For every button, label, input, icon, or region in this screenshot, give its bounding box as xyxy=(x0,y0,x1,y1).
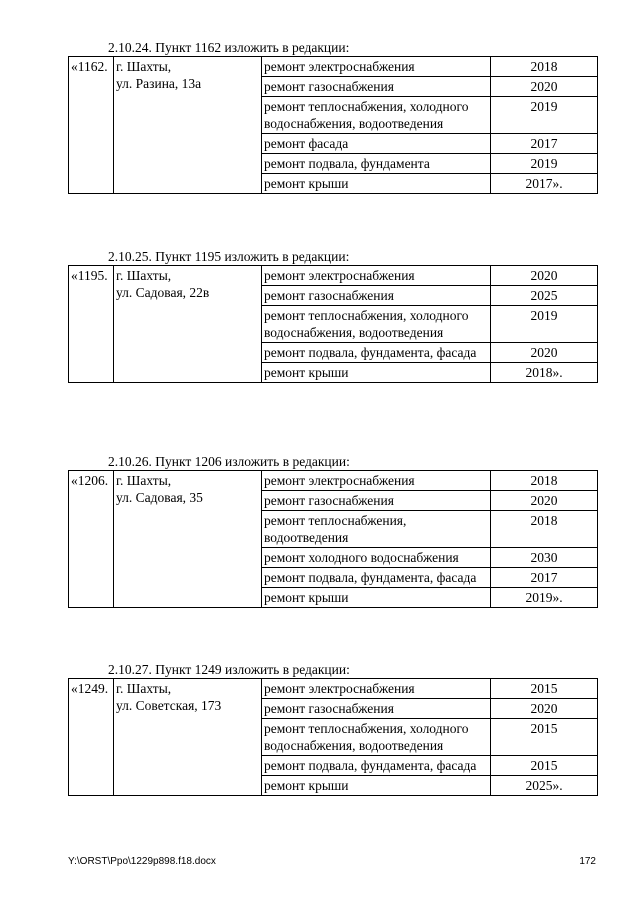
work-year: 2025 xyxy=(491,286,598,306)
section-heading: 2.10.25. Пункт 1195 изложить в редакции: xyxy=(108,249,350,264)
work-type: ремонт подвала, фундамента, фасада xyxy=(262,756,491,776)
address-street: ул. Садовая, 22в xyxy=(116,285,210,300)
address-street: ул. Разина, 13а xyxy=(116,76,202,91)
work-type: ремонт теплоснабжения, водоотведения xyxy=(262,511,491,548)
work-year: 2018 xyxy=(491,471,598,491)
works-table xyxy=(68,470,598,608)
work-type: ремонт электроснабжения xyxy=(262,57,491,77)
work-year: 2019 xyxy=(491,97,598,134)
work-type: ремонт крыши xyxy=(262,588,491,608)
footer-file-path: Y:\ORST\Ppo\1229p898.f18.docx xyxy=(68,856,216,867)
work-type: ремонт фасада xyxy=(262,134,491,154)
work-year: 2020 xyxy=(491,699,598,719)
work-year: 2019 xyxy=(491,306,598,343)
work-type: ремонт теплоснабжения, холодного водоснабжения, водоотведения xyxy=(262,306,491,343)
address-city: г. Шахты, xyxy=(116,473,172,488)
table-row xyxy=(69,57,598,77)
work-type: ремонт теплоснабжения, холодного водоснабжения, водоотведения xyxy=(262,97,491,134)
work-type: ремонт крыши xyxy=(262,174,491,194)
work-type: ремонт газоснабжения xyxy=(262,77,491,97)
work-type: ремонт холодного водоснабжения xyxy=(262,548,491,568)
work-type: ремонт газоснабжения xyxy=(262,286,491,306)
address-cell xyxy=(114,471,262,608)
section-1206 xyxy=(68,454,598,608)
table-row xyxy=(69,471,598,491)
address-street: ул. Советская, 173 xyxy=(116,698,222,713)
address-city: г. Шахты, xyxy=(116,268,172,283)
work-type: ремонт крыши xyxy=(262,776,491,796)
address-city: г. Шахты, xyxy=(116,681,172,696)
work-type: ремонт подвала, фундамента xyxy=(262,154,491,174)
work-year: 2020 xyxy=(491,77,598,97)
works-table xyxy=(68,56,598,194)
item-number: «1206. xyxy=(69,471,114,608)
address-city: г. Шахты, xyxy=(116,59,172,74)
work-year: 2017». xyxy=(491,174,598,194)
section-heading: 2.10.26. Пункт 1206 изложить в редакции: xyxy=(108,454,350,469)
address-cell xyxy=(114,57,262,194)
item-number: «1249. xyxy=(69,679,114,796)
table-row xyxy=(69,679,598,699)
address-street: ул. Садовая, 35 xyxy=(116,490,203,505)
work-year: 2019». xyxy=(491,588,598,608)
work-year: 2015 xyxy=(491,756,598,776)
work-year: 2015 xyxy=(491,679,598,699)
work-type: ремонт электроснабжения xyxy=(262,266,491,286)
work-type: ремонт газоснабжения xyxy=(262,699,491,719)
footer-page-number: 172 xyxy=(579,856,596,867)
work-type: ремонт газоснабжения xyxy=(262,491,491,511)
work-type: ремонт теплоснабжения, холодного водоснабжения, водоотведения xyxy=(262,719,491,756)
work-type: ремонт подвала, фундамента, фасада xyxy=(262,343,491,363)
work-year: 2020 xyxy=(491,491,598,511)
section-heading: 2.10.27. Пункт 1249 изложить в редакции: xyxy=(108,662,350,677)
work-year: 2025». xyxy=(491,776,598,796)
section-1195 xyxy=(68,249,598,383)
work-year: 2030 xyxy=(491,548,598,568)
work-year: 2015 xyxy=(491,719,598,756)
work-type: ремонт электроснабжения xyxy=(262,679,491,699)
item-number: «1162. xyxy=(69,57,114,194)
work-type: ремонт подвала, фундамента, фасада xyxy=(262,568,491,588)
work-year: 2017 xyxy=(491,134,598,154)
work-year: 2018 xyxy=(491,57,598,77)
section-1162 xyxy=(68,40,598,194)
works-table xyxy=(68,678,598,796)
section-1249 xyxy=(68,662,598,796)
item-number: «1195. xyxy=(69,266,114,383)
work-year: 2017 xyxy=(491,568,598,588)
table-row xyxy=(69,266,598,286)
work-year: 2020 xyxy=(491,266,598,286)
work-type: ремонт крыши xyxy=(262,363,491,383)
address-cell xyxy=(114,679,262,796)
work-year: 2018 xyxy=(491,511,598,548)
work-type: ремонт электроснабжения xyxy=(262,471,491,491)
address-cell xyxy=(114,266,262,383)
work-year: 2019 xyxy=(491,154,598,174)
works-table xyxy=(68,265,598,383)
section-heading: 2.10.24. Пункт 1162 изложить в редакции: xyxy=(108,40,350,55)
work-year: 2018». xyxy=(491,363,598,383)
work-year: 2020 xyxy=(491,343,598,363)
